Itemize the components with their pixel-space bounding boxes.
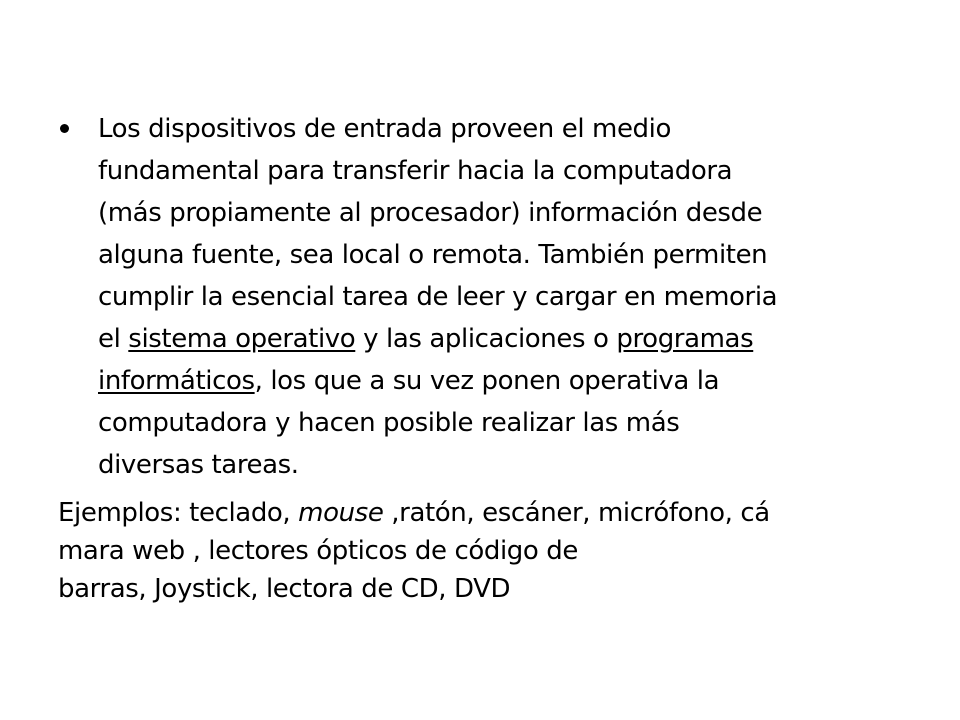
bullet-line-8: computadora y hacen posible realizar las más — [98, 408, 680, 438]
sistema-operativo-link[interactable]: sistema operativo — [128, 324, 356, 354]
bullet-line-5: cumplir la esencial tarea de leer y cargar en memoria — [98, 282, 778, 312]
programas-link[interactable]: programas — [616, 324, 754, 354]
slide-content — [58, 108, 918, 608]
examples-line-1 — [58, 494, 918, 532]
examples-mouse-term: mouse — [298, 498, 384, 528]
examples-line-1-suffix: ,ratón, escáner, micrófono, cá — [383, 498, 770, 528]
bullet-line-6-middle: y las aplicaciones o — [355, 324, 617, 354]
examples-line-3: barras, Joystick, lectora de CD, DVD — [58, 574, 511, 604]
bullet-icon — [60, 124, 69, 133]
bullet-line-7-suffix: , los que a su vez ponen operativa la — [254, 366, 720, 396]
informaticos-link[interactable]: informáticos — [98, 366, 255, 396]
bullet-line-3: (más propiamente al procesador) información desde — [98, 198, 763, 228]
bullet-line-6-prefix: el — [98, 324, 129, 354]
examples-line-1-prefix: Ejemplos: teclado, — [58, 498, 299, 528]
bullet-line-6 — [98, 318, 918, 360]
examples-line-2: mara web , lectores ópticos de código de — [58, 536, 578, 566]
bullet-line-7 — [98, 360, 918, 402]
examples-paragraph — [58, 494, 918, 608]
bullet-line-2: fundamental para transferir hacia la computadora — [98, 156, 733, 186]
bullet-line-9: diversas tareas. — [98, 450, 299, 480]
bullet-paragraph — [58, 108, 918, 486]
bullet-line-1: Los dispositivos de entrada proveen el medio — [98, 114, 671, 144]
bullet-line-4: alguna fuente, sea local o remota. También permiten — [98, 240, 768, 270]
